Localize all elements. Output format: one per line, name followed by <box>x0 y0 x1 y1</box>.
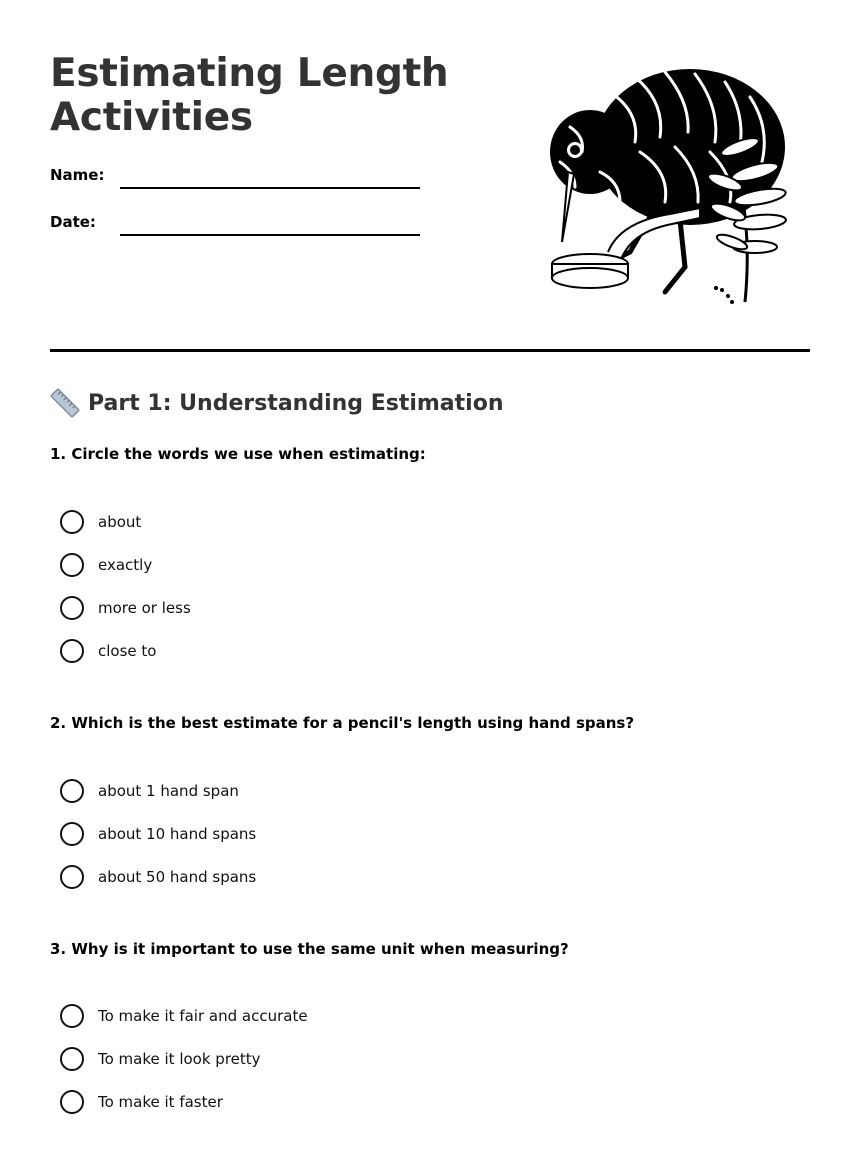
option-label: close to <box>98 642 157 660</box>
part-1-title: Part 1: Understanding Estimation <box>88 390 504 416</box>
q1-option-close-to[interactable] <box>60 638 156 664</box>
option-label: exactly <box>98 556 153 574</box>
question-1: 1. Circle the words we use when estimating: <box>50 445 426 463</box>
q1-option-more-or-less[interactable] <box>60 595 191 621</box>
radio-circle[interactable] <box>60 1090 84 1114</box>
q2-option-2[interactable] <box>60 821 256 847</box>
date-field[interactable] <box>120 234 420 236</box>
q2-option-1[interactable] <box>60 778 239 804</box>
radio-circle[interactable] <box>60 1004 84 1028</box>
name-label: Name: <box>50 166 105 184</box>
section-divider <box>50 349 810 352</box>
option-label: about <box>98 513 142 531</box>
part-1-header <box>50 388 503 418</box>
q3-option-2[interactable] <box>60 1046 261 1072</box>
q3-option-3[interactable] <box>60 1089 223 1115</box>
option-label: about 50 hand spans <box>98 868 257 886</box>
kiwi-illustration <box>540 52 800 322</box>
radio-circle[interactable] <box>60 553 84 577</box>
radio-circle[interactable] <box>60 865 84 889</box>
q1-option-exactly[interactable] <box>60 552 152 578</box>
ruler-icon <box>50 388 80 418</box>
option-label: To make it fair and accurate <box>98 1007 308 1025</box>
radio-circle[interactable] <box>60 639 84 663</box>
date-label: Date: <box>50 213 96 231</box>
question-3: 3. Why is it important to use the same unit when measuring? <box>50 940 569 958</box>
radio-circle[interactable] <box>60 822 84 846</box>
option-label: To make it faster <box>98 1093 223 1111</box>
q2-option-3[interactable] <box>60 864 256 890</box>
radio-circle[interactable] <box>60 779 84 803</box>
option-label: To make it look pretty <box>98 1050 261 1068</box>
option-label: about 10 hand spans <box>98 825 257 843</box>
radio-circle[interactable] <box>60 510 84 534</box>
q3-option-1[interactable] <box>60 1003 308 1029</box>
question-2: 2. Which is the best estimate for a pencil's length using hand spans? <box>50 714 635 732</box>
q1-option-about[interactable] <box>60 509 141 535</box>
name-field[interactable] <box>120 187 420 189</box>
radio-circle[interactable] <box>60 1047 84 1071</box>
radio-circle[interactable] <box>60 596 84 620</box>
option-label: about 1 hand span <box>98 782 239 800</box>
page-title: Estimating Length Activities <box>50 51 449 140</box>
option-label: more or less <box>98 599 191 617</box>
